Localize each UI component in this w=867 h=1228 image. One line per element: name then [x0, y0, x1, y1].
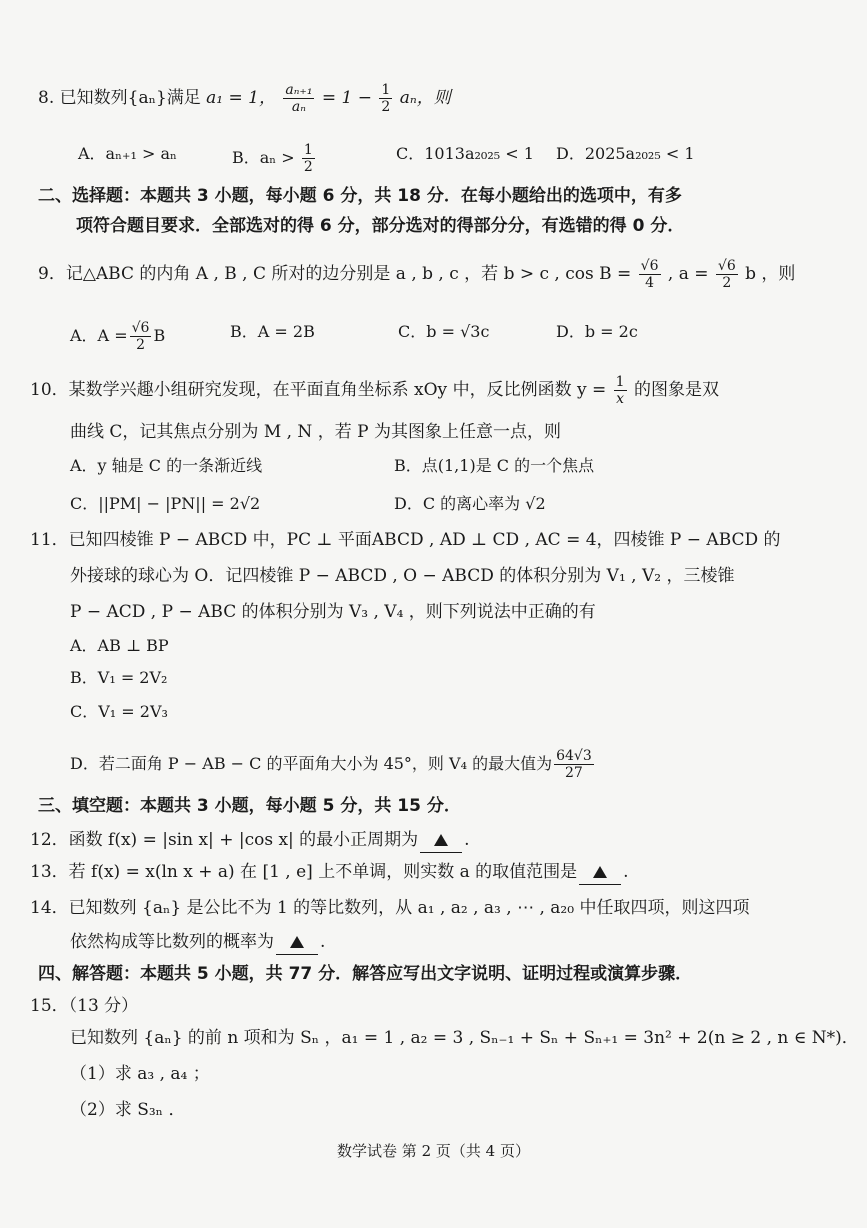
q10-option-d: D．C 的离心率为 √2	[394, 494, 546, 513]
q14-stem-line2: 依然构成等比数列的概率为 .	[70, 930, 325, 955]
q8-option-b: B．aₙ > $\frac{1}{2}$	[232, 142, 313, 175]
q10-option-b: B．点(1,1)是 C 的一个焦点	[394, 456, 595, 475]
q15-part2: （2）求 S₃ₙ ．	[70, 1100, 186, 1120]
q9-stem: 9．记△ABC 的内角 A , B , C 所对的边分别是 a , b , c ，若 b > c , cos B = $\frac{√6}{4}$ , a = $\frac{√6}{2}$ b ，则	[38, 258, 796, 291]
q10-option-a: A．y 轴是 C 的一条渐近线	[70, 456, 263, 475]
q11-option-d: D．若二面角 P − AB − C 的平面角大小为 45°，则 V₄ 的最大值为 $\frac{64√3}{27}$	[70, 748, 592, 781]
q11-option-b: B．V₁ = 2V₂	[70, 668, 168, 687]
q8-text: 已知数列{aₙ}满足	[59, 88, 201, 108]
q11-stem-line1: 11．已知四棱锥 P − ABCD 中，PC ⊥ 平面ABCD , AD ⊥ CD , AC = 4，四棱锥 P − ABCD 的	[30, 530, 781, 550]
q10-option-c: C．||PM| − |PN|| = 2√2	[70, 494, 261, 513]
triangle-icon	[593, 866, 607, 878]
q10-stem-line1: 10．某数学兴趣小组研究发现，在平面直角坐标系 xOy 中，反比例函数 y = $\frac{1}{x}$ 的图象是双	[30, 374, 719, 407]
section2-heading-line1: 二、选择题：本题共 3 小题，每小题 6 分，共 18 分．在每小题给出的选项中，有多	[38, 186, 682, 206]
q11-stem-line2: 外接球的球心为 O．记四棱锥 P − ABCD , O − ABCD 的体积分别为 V₁ , V₂ ，三棱锥	[70, 566, 735, 586]
q13-stem: 13．若 f(x) = x(ln x + a) 在 [1 , e] 上不单调，则实数 a 的取值范围是 .	[30, 860, 629, 885]
q8-condition-1: a₁ = 1，	[206, 88, 276, 108]
q12-stem: 12．函数 f(x) = |sin x| + |cos x| 的最小正周期为 .	[30, 828, 470, 853]
section3-heading: 三、填空题：本题共 3 小题，每小题 5 分，共 15 分．	[38, 796, 461, 816]
page-footer: 数学试卷 第 2 页（共 4 页）	[337, 1142, 530, 1160]
section4-heading: 四、解答题：本题共 5 小题，共 77 分．解答应写出文字说明、证明过程或演算步骤．	[38, 964, 693, 984]
q8-half-fraction: $\frac{1}{2}$	[381, 82, 391, 115]
q8-number: 8.	[38, 88, 55, 108]
q11-option-a: A．AB ⊥ BP	[70, 636, 169, 655]
q14-answer-blank	[276, 930, 318, 955]
q13-answer-blank	[579, 860, 621, 885]
triangle-icon	[434, 834, 448, 846]
q9-option-c: C．b = √3c	[398, 322, 490, 341]
q8-stem	[38, 82, 451, 115]
q9-option-d: D．b = 2c	[556, 322, 638, 341]
q8-option-c: C．1013a₂₀₂₅ < 1	[396, 144, 534, 163]
q14-stem-line1: 14．已知数列 {aₙ} 是公比不为 1 的等比数列，从 a₁ , a₂ , a₃ , ⋯ , a₂₀ 中任取四项，则这四项	[30, 898, 750, 918]
q15-stem: 已知数列 {aₙ} 的前 n 项和为 Sₙ ，a₁ = 1 , a₂ = 3 , Sₙ₋₁ + Sₙ + Sₙ₊₁ = 3n² + 2(n ≥ 2 , n ∈ N*)．	[70, 1028, 859, 1048]
q8-condition-3: aₙ，则	[399, 88, 451, 108]
q11-stem-line3: P − ACD , P − ABC 的体积分别为 V₃ , V₄ ，则下列说法中正确的有	[70, 602, 596, 622]
triangle-icon	[290, 936, 304, 948]
q8-condition-2: = 1 −	[321, 88, 378, 108]
q11-option-c: C．V₁ = 2V₃	[70, 702, 168, 721]
q9-option-b: B．A = 2B	[230, 322, 315, 341]
q15-part1: （1）求 a₃ , a₄ ；	[70, 1064, 210, 1084]
q15-header: 15．（13 分）	[30, 996, 139, 1016]
q8-option-a: A．aₙ₊₁ > aₙ	[78, 144, 177, 163]
section2-heading-line2: 项符合题目要求．全部选对的得 6 分，部分选对的得部分分，有选错的得 0 分．	[76, 216, 685, 236]
q8-ratio-fraction: $\frac{\text{aₙ₊₁}}{\text{aₙ}}$	[285, 82, 313, 115]
q12-answer-blank	[420, 828, 462, 853]
q8-option-d: D．2025a₂₀₂₅ < 1	[556, 144, 695, 163]
q10-stem-line2: 曲线 C，记其焦点分别为 M , N ，若 P 为其图象上任意一点，则	[70, 422, 561, 442]
q9-option-a: A．A = $\frac{√6}{2}$ B	[70, 320, 166, 353]
